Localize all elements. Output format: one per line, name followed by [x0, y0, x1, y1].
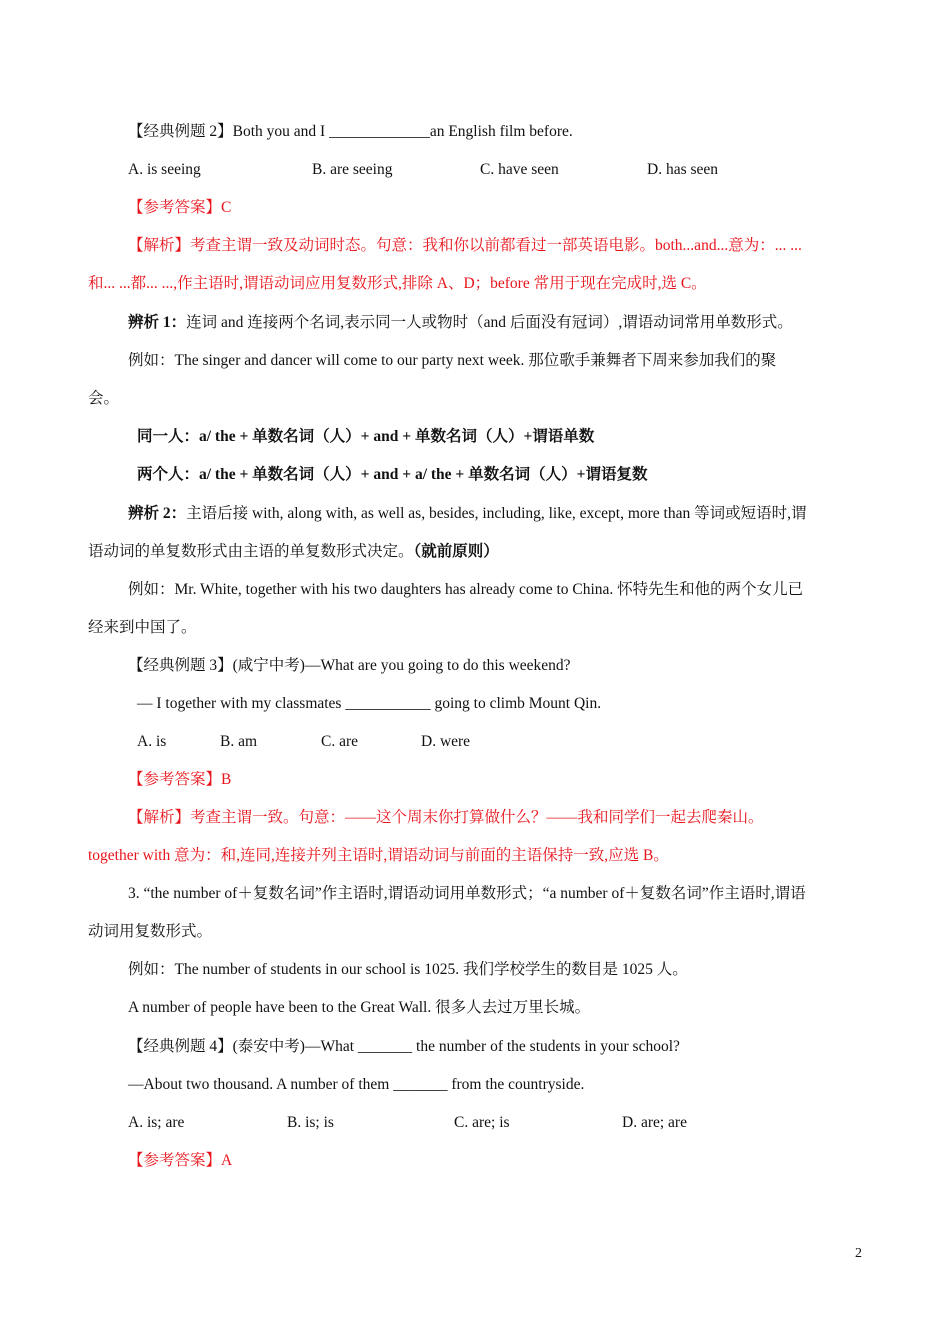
ex4-option-a: A. is; are: [128, 1114, 185, 1131]
note2-example-line2: 经来到中国了。: [88, 619, 197, 636]
note1-line: [128, 312, 793, 334]
ex2-option-b: B. are seeing: [312, 161, 393, 178]
note1-label: 辨析 1：: [128, 314, 187, 331]
ex2-analysis-line1: 【解析】考查主谓一致及动词时态。句意：我和你以前都看过一部英语电影。both...and...意为：... ...: [128, 237, 802, 254]
ex2-options: [128, 159, 828, 181]
rule3-example1: 例如：The number of students in our school is 1025. 我们学校学生的数目是 1025 人。: [128, 961, 688, 978]
page-number: 2: [855, 1246, 862, 1261]
ex3-analysis-line2: together with 意为：和,连同,连接并列主语时,谓语动词与前面的主语保持一致,应选 B。: [88, 847, 669, 864]
ex3-answer: 【参考答案】B: [128, 771, 232, 788]
ex4-option-d: D. are; are: [622, 1114, 687, 1131]
ex4-label: 【经典例题 4】: [128, 1038, 233, 1055]
note2-example-line1: 例如：Mr. White, together with his two daughters has already come to China. 怀特先生和他的两个女儿已: [128, 581, 804, 598]
ex2-question-line: [128, 121, 573, 143]
note2-line2: [88, 541, 499, 563]
ex4-answer: 【参考答案】A: [128, 1152, 233, 1169]
ex3-question-line2: — I together with my classmates ___________ going to climb Mount Qin.: [137, 695, 602, 712]
ex3-question-line: [128, 655, 571, 677]
ex4-question-line2: —About two thousand. A number of them _______ from the countryside.: [128, 1076, 585, 1093]
ex4-question-line: [128, 1036, 680, 1058]
ex2-analysis-line2: 和... ...都... ...,作主语时,谓语动词应用复数形式,排除 A、D；before 常用于现在完成时,选 C。: [88, 275, 707, 292]
ex4-question: (泰安中考)—What _______ the number of the students in your school?: [232, 1038, 680, 1055]
ex2-option-c: C. have seen: [480, 161, 559, 178]
note1-rule-two-persons: 两个人：a/ the + 单数名词（人）+ and + a/ the + 单数名词（人）+谓语复数: [137, 466, 648, 483]
ex3-option-a: A. is: [137, 733, 167, 750]
ex3-option-b: B. am: [220, 733, 258, 750]
ex3-label: 【经典例题 3】: [128, 657, 233, 674]
note1-rule-same-person: 同一人：a/ the + 单数名词（人）+ and + 单数名词（人）+谓语单数: [137, 428, 595, 445]
ex3-option-c: C. are: [321, 733, 359, 750]
ex3-analysis-line1: 【解析】考查主谓一致。句意：——这个周末你打算做什么？——我和同学们一起去爬秦山。: [128, 809, 764, 826]
rule3-line1: 3. “the number of＋复数名词”作主语时,谓语动词用单数形式；“a number of＋复数名词”作主语时,谓语: [128, 885, 806, 902]
note2-text-line1: 主语后接 with, along with, as well as, besides, including, like, except, more than 等词或短语时,谓: [186, 505, 807, 522]
ex3-question: (咸宁中考)—What are you going to do this weekend?: [232, 657, 571, 674]
rule3-line2: 动词用复数形式。: [88, 923, 213, 940]
ex2-option-d: D. has seen: [647, 161, 719, 178]
ex3-option-d: D. were: [421, 733, 471, 750]
rule3-example2: A number of people have been to the Great Wall. 很多人去过万里长城。: [128, 999, 591, 1016]
note1-text: 连词 and 连接两个名词,表示同一人或物时（and 后面没有冠词）,谓语动词常用单数形式。: [186, 314, 793, 331]
note1-example-line1: 例如：The singer and dancer will come to our party next week. 那位歌手兼舞者下周来参加我们的聚: [128, 352, 777, 369]
ex2-answer: 【参考答案】C: [128, 199, 232, 216]
ex2-option-a: A. is seeing: [128, 161, 201, 178]
note2-line1: [128, 503, 806, 525]
ex4-options: [128, 1112, 828, 1134]
note1-example-line2: 会。: [88, 390, 120, 407]
ex2-question: Both you and I _____________an English film before.: [232, 123, 573, 140]
ex2-label: 【经典例题 2】: [128, 123, 233, 140]
ex3-options: [137, 731, 637, 753]
note2-principle: （就前原则）: [413, 543, 499, 560]
note2-text-line2: 语动词的单复数形式由主语的单复数形式决定。: [88, 543, 414, 560]
ex4-option-c: C. are; is: [454, 1114, 510, 1131]
note2-label: 辨析 2：: [128, 505, 187, 522]
ex4-option-b: B. is; is: [287, 1114, 334, 1131]
